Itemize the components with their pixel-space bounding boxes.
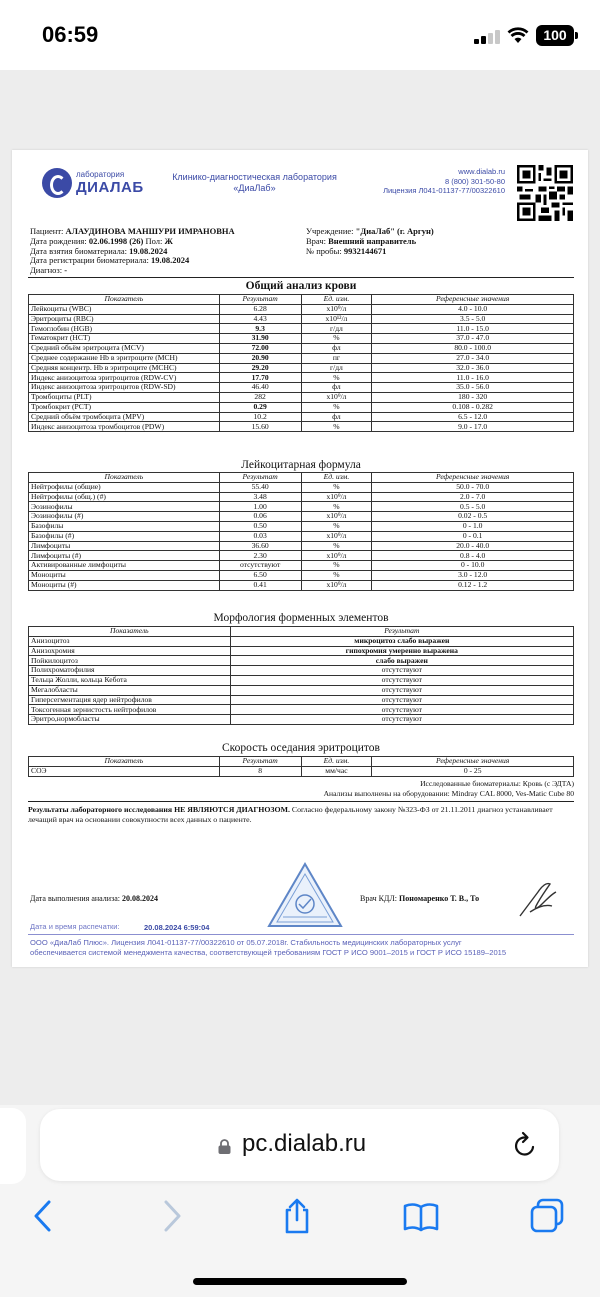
- table-cell: %: [301, 402, 372, 412]
- diagnosis-label: Диагноз:: [30, 265, 63, 276]
- table-row: [29, 561, 574, 571]
- table-cell: x10⁹/л: [301, 304, 372, 314]
- table-row: [29, 402, 574, 412]
- table-cell: фл: [301, 412, 372, 422]
- table-cell: %: [301, 334, 372, 344]
- table-cell: 15.60: [219, 422, 301, 432]
- table-cell: фл: [301, 343, 372, 353]
- done-date-value: 20.08.2024: [122, 894, 158, 903]
- table-cell: 0 - 1.0: [372, 521, 574, 531]
- table-cell: 0.5 - 5.0: [372, 502, 574, 512]
- table-cell: Тельца Жолли, кольца Кебота: [29, 675, 231, 685]
- table-cell: Анизохромия: [29, 646, 231, 656]
- table-cell: 32.0 - 36.0: [372, 363, 574, 373]
- doctor-value: Внешний направитель: [328, 235, 417, 246]
- table-cell: 80.0 - 100.0: [372, 343, 574, 353]
- table-cell: Индекс анизоцитоза тромбоцитов (PDW): [29, 422, 220, 432]
- lock-icon: [218, 1139, 231, 1154]
- table-cell: 72.00: [219, 343, 301, 353]
- column-header: Результат: [219, 473, 301, 483]
- done-date: [30, 894, 158, 903]
- lab-report-page: [12, 150, 588, 967]
- table-cell: x10¹²/л: [301, 314, 372, 324]
- table-row: [29, 766, 574, 776]
- table-cell: 3.0 - 12.0: [372, 570, 574, 580]
- table-row: [29, 482, 574, 492]
- morphology-title: Морфология форменных элементов: [213, 612, 389, 624]
- table-row: [29, 334, 574, 344]
- table-cell: 0 - 10.0: [372, 561, 574, 571]
- lab-license: Лицензия Л041-01137-77/00322610: [383, 186, 505, 195]
- table-header-row: [29, 627, 574, 637]
- table-cell: Среднее содержание Hb в эритроците (MCH): [29, 353, 220, 363]
- table-cell: 9.3: [219, 324, 301, 334]
- notes-divider: [28, 801, 574, 802]
- logo-title: ДИАЛАБ: [76, 179, 144, 196]
- table-cell: микроцитоз слабо выражен: [230, 636, 573, 646]
- table-row: [29, 705, 574, 715]
- reload-icon[interactable]: [512, 1131, 538, 1159]
- table-row: [29, 570, 574, 580]
- wbc-diff-table: [28, 472, 574, 591]
- table-cell: 37.0 - 47.0: [372, 334, 574, 344]
- table-cell: 0 - 25: [372, 766, 574, 776]
- dialab-logo-icon: [42, 168, 72, 198]
- table-cell: 50.0 - 70.0: [372, 482, 574, 492]
- column-header: Ед. изм.: [301, 295, 372, 305]
- collected-label: Дата взятия биоматериала:: [30, 245, 127, 256]
- table-row: [29, 715, 574, 725]
- table-cell: Эозинофилы: [29, 502, 220, 512]
- table-row: [29, 363, 574, 373]
- table-row: [29, 383, 574, 393]
- table-cell: отсутствуют: [230, 715, 573, 725]
- table-cell: Индекс анизоцитоза эритроцитов (RDW-CV): [29, 373, 220, 383]
- table-cell: Нейтрофилы (общие): [29, 482, 220, 492]
- previous-tab-peek[interactable]: [0, 1108, 26, 1184]
- table-cell: Активированные лимфоциты: [29, 561, 220, 571]
- table-cell: %: [301, 541, 372, 551]
- column-header: Показатель: [29, 473, 220, 483]
- table-cell: г/дл: [301, 324, 372, 334]
- table-cell: Лимфоциты (#): [29, 551, 220, 561]
- table-cell: 4.43: [219, 314, 301, 324]
- table-cell: 282: [219, 392, 301, 402]
- table-cell: 0.06: [219, 512, 301, 522]
- sex-value: Ж: [164, 235, 173, 246]
- table-cell: %: [301, 561, 372, 571]
- table-row: [29, 695, 574, 705]
- table-cell: Пойкилоцитоз: [29, 656, 231, 666]
- table-header-row: [29, 757, 574, 767]
- header-divider: [28, 277, 574, 278]
- table-cell: x10⁹/л: [301, 531, 372, 541]
- quality-stamp-icon: [267, 862, 343, 928]
- share-icon[interactable]: [279, 1198, 315, 1234]
- wbc-diff-title: Лейкоцитарная формула: [241, 459, 361, 471]
- table-cell: 6.50: [219, 570, 301, 580]
- table-cell: 29.20: [219, 363, 301, 373]
- lab-name: [162, 172, 347, 194]
- bookmarks-icon[interactable]: [403, 1198, 439, 1234]
- table-cell: 31.90: [219, 334, 301, 344]
- table-cell: фл: [301, 383, 372, 393]
- table-cell: Средний объём тромбоцита (MPV): [29, 412, 220, 422]
- table-cell: %: [301, 570, 372, 580]
- table-cell: 10.2: [219, 412, 301, 422]
- table-cell: гипохромия умеренно выражена: [230, 646, 573, 656]
- table-cell: Индекс анизоцитоза эритроцитов (RDW-SD): [29, 383, 220, 393]
- table-cell: 27.0 - 34.0: [372, 353, 574, 363]
- doctor-label: Врач:: [306, 235, 326, 246]
- table-cell: x10⁹/л: [301, 580, 372, 590]
- table-cell: Эритро,нормобласты: [29, 715, 231, 725]
- table-cell: Нейтрофилы (общ.) (#): [29, 492, 220, 502]
- table-cell: 0.02 - 0.5: [372, 512, 574, 522]
- footer-line1: ООО «ДиаЛаб Плюс». Лицензия Л041-01137-77/00322610 от 05.07.2018г. Стабильность медицинских лабораторных услуг: [30, 938, 462, 947]
- back-icon[interactable]: [25, 1198, 61, 1234]
- table-cell: %: [301, 422, 372, 432]
- address-bar-url[interactable]: pc.dialab.ru: [242, 1130, 367, 1157]
- table-cell: 0.41: [219, 580, 301, 590]
- table-row: [29, 422, 574, 432]
- table-cell: x10⁹/л: [301, 551, 372, 561]
- table-cell: x10⁹/л: [301, 512, 372, 522]
- table-row: [29, 304, 574, 314]
- registered-value: 19.08.2024: [150, 255, 190, 266]
- table-cell: 2.0 - 7.0: [372, 492, 574, 502]
- table-cell: отсутствуют: [230, 695, 573, 705]
- table-row: [29, 531, 574, 541]
- tabs-icon[interactable]: [529, 1198, 565, 1234]
- lab-name-line1: Клинико-диагностическая лаборатория: [172, 172, 337, 182]
- cellular-signal-icon: [474, 28, 500, 44]
- esr-table: [28, 756, 574, 777]
- institution-label: Учреждение:: [306, 226, 354, 236]
- table-cell: 3.5 - 5.0: [372, 314, 574, 324]
- wifi-icon: [507, 26, 529, 44]
- table-cell: %: [301, 502, 372, 512]
- table-cell: СОЭ: [29, 766, 220, 776]
- table-cell: слабо выражен: [230, 656, 573, 666]
- table-header-row: [29, 295, 574, 305]
- qr-code-icon: [517, 165, 573, 221]
- table-cell: Моноциты (#): [29, 580, 220, 590]
- table-cell: 35.0 - 56.0: [372, 383, 574, 393]
- table-cell: мм/час: [301, 766, 372, 776]
- biomaterial-note: Исследованные биоматериалы: Кровь (с ЭДТА): [420, 779, 574, 788]
- lab-site: www.dialab.ru: [458, 167, 505, 176]
- table-cell: 20.0 - 40.0: [372, 541, 574, 551]
- lab-name-line2: «ДиаЛаб»: [233, 183, 276, 193]
- column-header: Результат: [219, 295, 301, 305]
- dob-value: 02.06.1998 (26): [88, 235, 144, 246]
- table-cell: 20.90: [219, 353, 301, 363]
- table-row: [29, 666, 574, 676]
- esr-title: Скорость оседания эритроцитов: [222, 742, 380, 754]
- table-cell: %: [301, 521, 372, 531]
- table-row: [29, 314, 574, 324]
- table-header-row: [29, 473, 574, 483]
- table-cell: Средний объём эритроцита (MCV): [29, 343, 220, 353]
- doctor-signoff-label: Врач КДЛ:: [360, 894, 398, 903]
- table-cell: 0.12 - 1.2: [372, 580, 574, 590]
- table-cell: 0.8 - 4.0: [372, 551, 574, 561]
- battery-indicator: 100: [536, 25, 574, 46]
- table-cell: отсутствуют: [230, 666, 573, 676]
- disclaimer-bold: Результаты лабораторного исследования НЕ ЯВЛЯЮТСЯ ДИАГНОЗОМ.: [28, 805, 290, 814]
- column-header: Референсные значения: [372, 473, 574, 483]
- table-row: [29, 685, 574, 695]
- institution-value: "ДиаЛаб" (г. Аргун): [355, 226, 434, 236]
- table-cell: 55.40: [219, 482, 301, 492]
- column-header: Ед. изм.: [301, 473, 372, 483]
- signature-icon: [512, 878, 562, 922]
- table-cell: 4.0 - 10.0: [372, 304, 574, 314]
- table-cell: Тромбоциты (PLT): [29, 392, 220, 402]
- table-row: [29, 324, 574, 334]
- dob-label: Дата рождения:: [30, 235, 87, 246]
- table-row: [29, 551, 574, 561]
- table-cell: Моноциты: [29, 570, 220, 580]
- table-row: [29, 580, 574, 590]
- print-time-value: 20.08.2024 6:59:04: [144, 923, 210, 932]
- table-cell: Токсогенная зернистость нейтрофилов: [29, 705, 231, 715]
- table-cell: Гематокрит (HCT): [29, 334, 220, 344]
- table-cell: 0.108 - 0.282: [372, 402, 574, 412]
- table-cell: 6.28: [219, 304, 301, 314]
- patient-name: АЛАУДИНОВА МАНШУРИ ИМРАНОВНА: [65, 226, 235, 236]
- table-cell: Гемоглобин (HGB): [29, 324, 220, 334]
- forward-icon[interactable]: [154, 1198, 190, 1234]
- table-cell: Анизоцитоз: [29, 636, 231, 646]
- disclaimer: [28, 805, 576, 825]
- column-header: Референсные значения: [372, 757, 574, 767]
- done-date-label: Дата выполнения анализа:: [30, 894, 120, 903]
- table-cell: 6.5 - 12.0: [372, 412, 574, 422]
- table-cell: отсутствуют: [219, 561, 301, 571]
- table-cell: x10⁹/л: [301, 392, 372, 402]
- table-cell: 2.30: [219, 551, 301, 561]
- sex-label: Пол:: [145, 235, 163, 246]
- column-header: Референсные значения: [372, 295, 574, 305]
- logo-subtitle: лаборатория: [76, 170, 125, 179]
- table-cell: пг: [301, 353, 372, 363]
- table-row: [29, 353, 574, 363]
- diagnosis-value: -: [64, 265, 68, 276]
- table-cell: 36.60: [219, 541, 301, 551]
- table-cell: 11.0 - 15.0: [372, 324, 574, 334]
- table-cell: г/дл: [301, 363, 372, 373]
- sample-value: 9932144671: [343, 245, 387, 256]
- table-cell: 17.70: [219, 373, 301, 383]
- table-row: [29, 392, 574, 402]
- table-row: [29, 646, 574, 656]
- table-cell: 0.50: [219, 521, 301, 531]
- status-bar: [0, 0, 600, 70]
- table-cell: 9.0 - 17.0: [372, 422, 574, 432]
- table-row: [29, 373, 574, 383]
- table-row: [29, 343, 574, 353]
- lab-phone: 8 (800) 301-50-80: [444, 176, 505, 186]
- column-header: Показатель: [29, 295, 220, 305]
- print-time-label: Дата и время распечатки:: [30, 922, 120, 931]
- table-row: [29, 412, 574, 422]
- table-cell: Эозинофилы (#): [29, 512, 220, 522]
- table-cell: отсутствуют: [230, 675, 573, 685]
- table-cell: %: [301, 482, 372, 492]
- table-row: [29, 656, 574, 666]
- table-cell: 0.03: [219, 531, 301, 541]
- equipment-note: Анализы выполнены на оборудовании: Mindray CAL 8000, Ves-Matic Cube 80: [323, 789, 574, 798]
- table-cell: Базофилы (#): [29, 531, 220, 541]
- column-header: Результат: [219, 757, 301, 767]
- table-cell: %: [301, 373, 372, 383]
- table-cell: Тромбокрит (PCT): [29, 402, 220, 412]
- table-cell: Мегалобласты: [29, 685, 231, 695]
- table-row: [29, 675, 574, 685]
- table-cell: 1.00: [219, 502, 301, 512]
- table-cell: 0 - 0.1: [372, 531, 574, 541]
- table-cell: 180 - 320: [372, 392, 574, 402]
- table-cell: 11.0 - 16.0: [372, 373, 574, 383]
- column-header: Результат: [230, 627, 573, 637]
- table-row: [29, 492, 574, 502]
- table-cell: отсутствуют: [230, 705, 573, 715]
- table-row: [29, 521, 574, 531]
- table-row: [29, 636, 574, 646]
- table-cell: 8: [219, 766, 301, 776]
- table-cell: Гиперсегментация ядер нейтрофилов: [29, 695, 231, 705]
- table-row: [29, 541, 574, 551]
- patient-info: [30, 227, 310, 276]
- column-header: Показатель: [29, 757, 220, 767]
- cbc-title: Общий анализ крови: [245, 280, 357, 292]
- table-cell: Лейкоциты (WBC): [29, 304, 220, 314]
- patient-name-label: Пациент:: [30, 226, 64, 236]
- home-indicator[interactable]: [193, 1278, 407, 1285]
- table-row: [29, 502, 574, 512]
- footer-line2: обеспечивается системой менеджмента качества, соответствующей требованиям ГОСТ Р ИСО 9001–2015 и ГОСТ Р ИСО 15189–2015: [30, 948, 507, 957]
- table-cell: Эритроциты (RBC): [29, 314, 220, 324]
- institution-info: [306, 227, 576, 256]
- registered-label: Дата регистрации биоматериала:: [30, 255, 149, 266]
- table-row: [29, 512, 574, 522]
- table-cell: x10⁹/л: [301, 492, 372, 502]
- table-cell: Лимфоциты: [29, 541, 220, 551]
- lab-contacts: [367, 167, 505, 196]
- table-cell: Полихроматофилия: [29, 666, 231, 676]
- table-cell: 3.48: [219, 492, 301, 502]
- footer-divider: [28, 934, 574, 935]
- doctor-signoff-name: Пономаренко Т. В., То: [399, 894, 480, 903]
- table-cell: Средняя концентр. Hb в эритроците (MCHC): [29, 363, 220, 373]
- table-cell: 46.40: [219, 383, 301, 393]
- table-cell: 0.29: [219, 402, 301, 412]
- status-time: 06:59: [42, 22, 99, 47]
- footer-text: [30, 938, 576, 958]
- column-header: Показатель: [29, 627, 231, 637]
- disclaimer-text: Согласно федеральному закону №323-ФЗ от 21.11.2011 диагноз устанавливает лечащий врач на основании совокупности всех данных о пациенте.: [28, 805, 553, 824]
- column-header: Ед. изм.: [301, 757, 372, 767]
- collected-value: 19.08.2024: [129, 245, 168, 256]
- table-cell: отсутствуют: [230, 685, 573, 695]
- sample-label: № пробы:: [306, 245, 342, 256]
- cbc-table: [28, 294, 574, 432]
- morphology-table: [28, 626, 574, 725]
- table-cell: Базофилы: [29, 521, 220, 531]
